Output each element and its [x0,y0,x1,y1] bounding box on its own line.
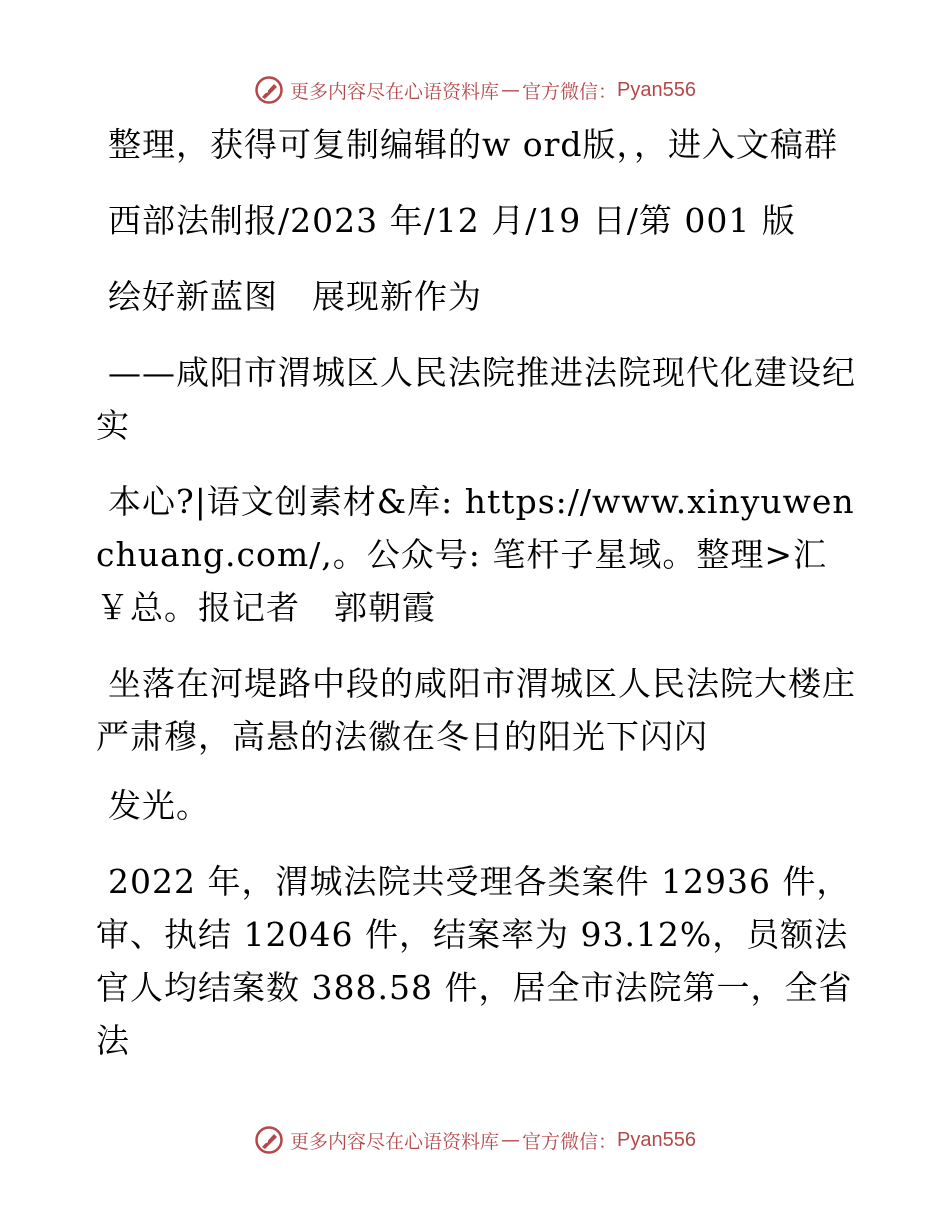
pen-circle-icon [254,1125,284,1155]
banner-wechat-id: Pyan556 [617,78,696,101]
banner-dash: — [501,1129,521,1151]
banner-wechat-label: 官方微信： [522,1130,618,1153]
header-banner [0,70,950,110]
banner-wechat-id: Pyan556 [617,1128,696,1151]
document-body [96,118,856,1090]
paragraph-intro: 整理，获得可复制编辑的w ord版，，进入文稿群 [108,125,839,164]
article-title: 绘好新蓝图 展现新作为 [108,277,482,316]
paragraph-byline: 本心?|语文创素材&库: https://www.xinyuwenchuang.com/,。公众号: 笔杆子星域。整理>汇￥总。报记者 郭朝霞 [96,482,855,627]
paragraph-body: 2022 年，渭城法院共受理各类案件 12936 件，审、执结 12046 件，结案率为 93.12%，员额法官人均结案数 388.58 件，居全市法院第一，全省法 [96,862,853,1060]
paragraph-body: 坐落在河堤路中段的咸阳市渭城区人民法院大楼庄严肃穆，高悬的法徽在冬日的阳光下闪闪 [96,664,856,756]
banner-wechat-label: 官方微信： [522,80,618,103]
paragraph-source: 西部法制报/2023 年/12 月/19 日/第 001 版 [108,201,796,240]
banner-slogan: 更多内容尽在心语资料库 [290,80,500,103]
banner-slogan: 更多内容尽在心语资料库 [290,1130,500,1153]
footer-banner [0,1120,950,1160]
pen-circle-icon [254,75,284,105]
banner-dash: — [501,79,521,101]
paragraph-body: 发光。 [108,786,210,825]
article-subtitle: ——咸阳市渭城区人民法院推进法院现代化建设纪实 [96,353,856,445]
